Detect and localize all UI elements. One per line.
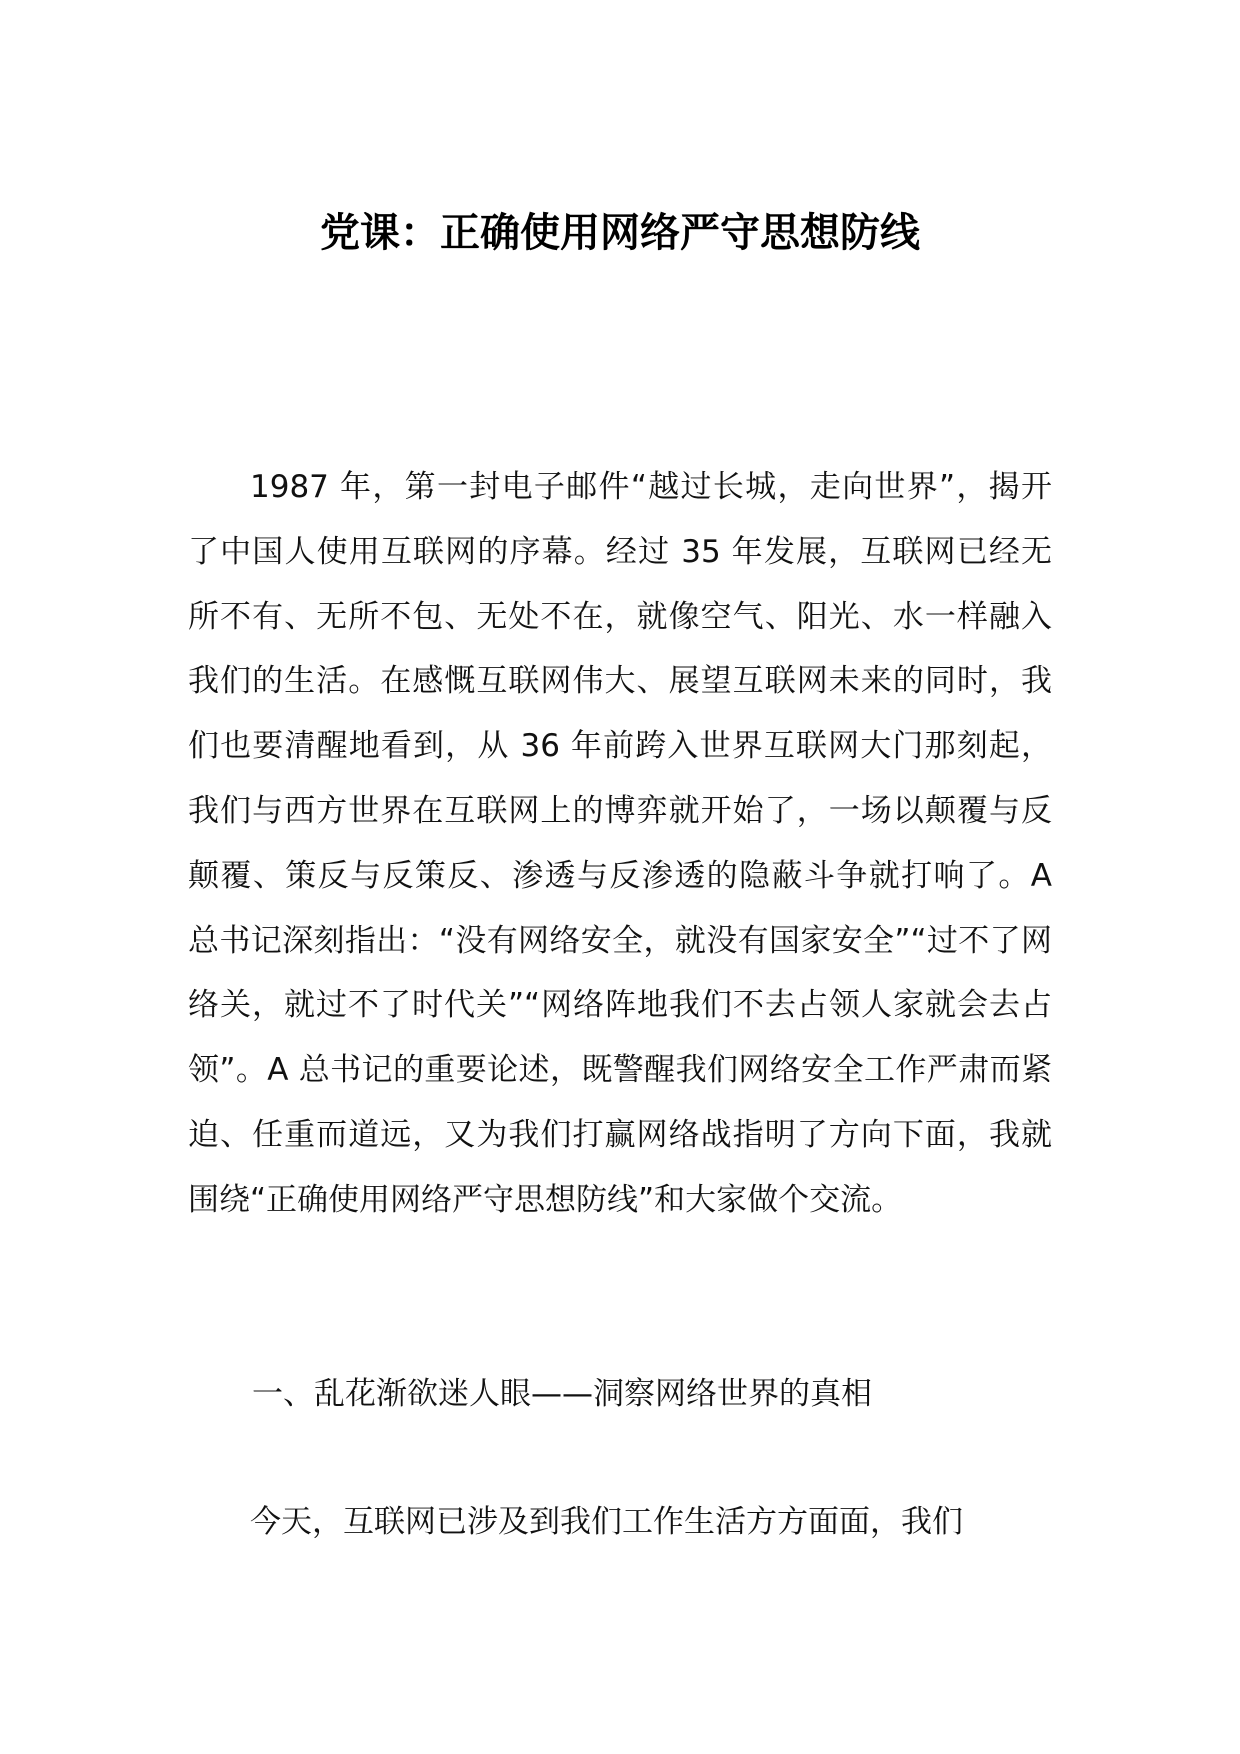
section-heading: 一、乱花渐欲迷人眼——洞察网络世界的真相 bbox=[252, 1376, 872, 1412]
intro-paragraph: 1987 年，第一封电子邮件“越过长城，走向世界”，揭开了中国人使用互联网的序幕。经过 35 年发展，互联网已经无所不有、无所不包、无处不在，就像空气、阳光、水一样融入我们的生活。在感慨互联网伟大、展望互联网未来的同时，我们也要清醒地看到，从 36 年前跨入世界互联网大门那刻起，我们与西方世界在互联网上的博弈就开始了，一场以颠覆与反颠覆、策反与反策反、渗透与反渗透的隐蔽斗争就打响了。A 总书记深刻指出：“没有网络安全，就没有国家安全”“过不了网络关，就过不了时代关”“网络阵地我们不去占领人家就会去占领”。A 总书记的重要论述，既警醒我们网络安全工作严肃而紧迫、任重而道远，又为我们打赢网络战指明了方向下面，我就围绕“正确使用网络严守思想防线”和大家做个交流。 bbox=[188, 469, 1052, 1218]
section-paragraph: 今天，互联网已涉及到我们工作生活方方面面，我们 bbox=[250, 1504, 963, 1540]
document-title: 党课：正确使用网络严守思想防线 bbox=[320, 210, 920, 256]
